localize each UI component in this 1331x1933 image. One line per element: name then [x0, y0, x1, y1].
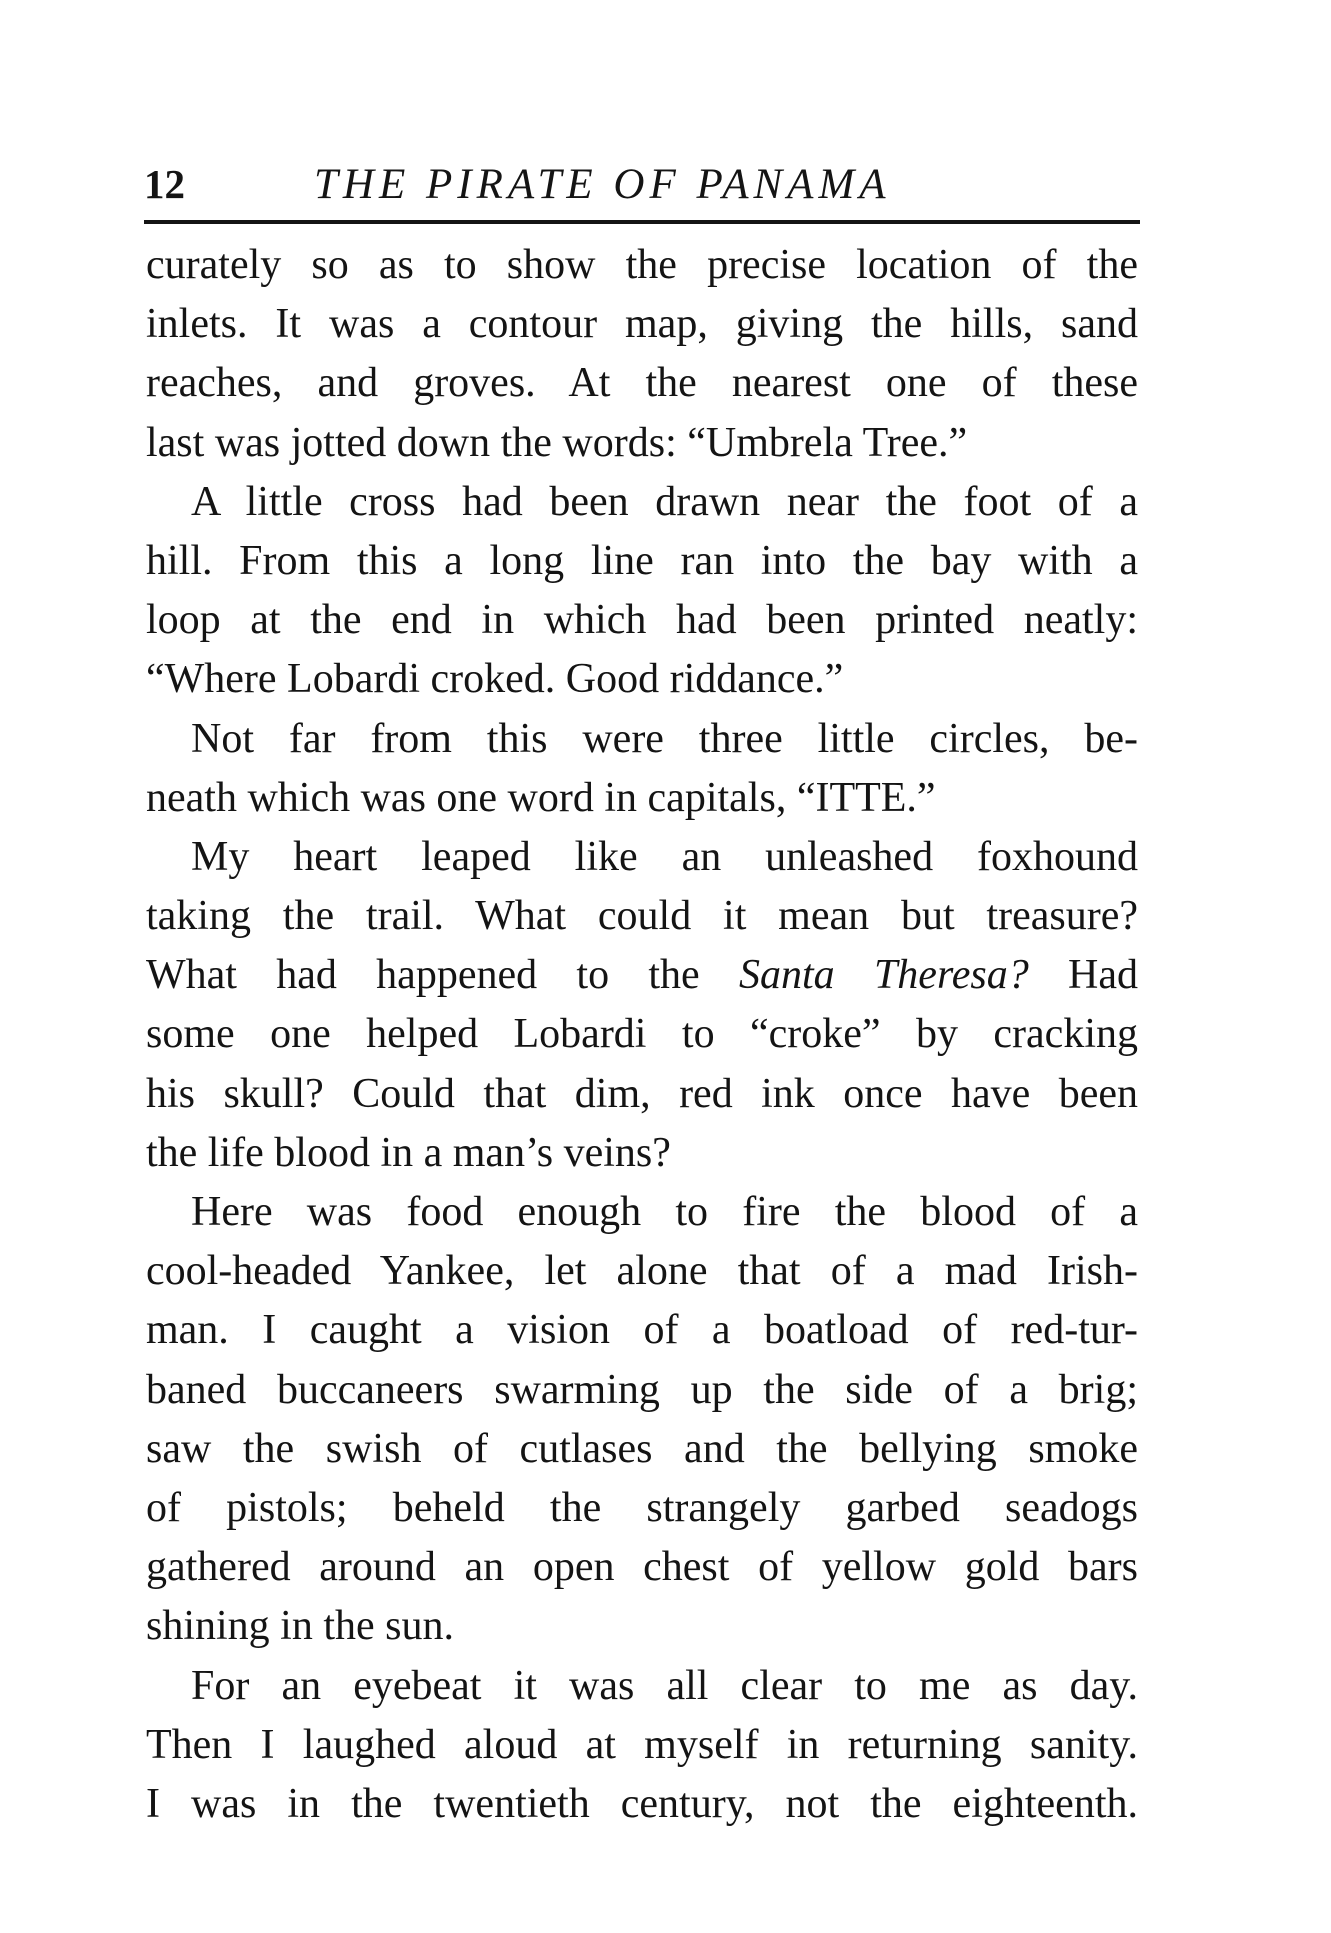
body-text	[146, 236, 1138, 1834]
text-line: Here was food enough to fire the blood of a	[191, 1189, 1138, 1235]
text-line: the life blood in a man’s veins?	[146, 1129, 671, 1176]
text-line: his skull? Could that dim, red ink once have been	[146, 1070, 1138, 1117]
text-line-with-italic	[146, 946, 1138, 1005]
paragraph	[146, 1183, 1138, 1657]
text-line: My heart leaped like an unleashed foxhound	[191, 833, 1138, 880]
text-line: baned buccaneers swarming up the side of a brig;	[146, 1366, 1138, 1413]
text-line: of pistols; beheld the strangely garbed seadogs	[146, 1484, 1138, 1531]
text-line: some one helped Lobardi to “croke” by cracking	[146, 1011, 1138, 1058]
page-number: 12	[144, 161, 185, 207]
text-line: For an eyebeat it was all clear to me as day.	[191, 1662, 1138, 1709]
header-rule	[144, 220, 1140, 224]
text-fragment: Had	[1068, 952, 1139, 999]
page-header	[144, 160, 1140, 216]
text-line: man. I caught a vision of a boatload of red-tur-	[146, 1307, 1138, 1354]
text-line: inlets. It was a contour map, giving the hills, sand	[146, 301, 1138, 348]
paragraph	[146, 473, 1138, 710]
text-line: taking the trail. What could it mean but treasure?	[146, 893, 1138, 940]
paragraph	[146, 828, 1138, 1183]
text-line: curately so as to show the precise location of the	[146, 242, 1138, 288]
text-line: gathered around an open chest of yellow gold bars	[146, 1544, 1138, 1591]
text-line: cool-headed Yankee, let alone that of a mad Irish-	[146, 1248, 1138, 1295]
text-line: I was in the twentieth century, not the eighteenth.	[146, 1780, 1138, 1827]
text-line: reaches, and groves. At the nearest one of these	[146, 360, 1138, 407]
text-line: loop at the end in which had been printed neatly:	[146, 597, 1138, 644]
text-line: saw the swish of cutlases and the bellying smoke	[146, 1425, 1138, 1472]
paragraph	[146, 1657, 1138, 1835]
text-line: A little cross had been drawn near the foot of a	[191, 478, 1138, 525]
text-line: Not far from this were three little circles, be-	[191, 715, 1138, 762]
text-line: neath which was one word in capitals, “ITTE.”	[146, 774, 936, 821]
paragraph	[146, 236, 1138, 473]
paragraph	[146, 710, 1138, 828]
text-fragment: What had happened to the	[146, 952, 700, 999]
text-line: “Where Lobardi croked. Good riddance.”	[146, 656, 844, 703]
text-line: last was jotted down the words: “Umbrela Tree.”	[146, 419, 968, 466]
text-line: hill. From this a long line ran into the bay with a	[146, 537, 1138, 584]
running-title: THE PIRATE OF PANAMA	[314, 161, 891, 208]
text-line: Then I laughed aloud at myself in returning sanity.	[146, 1721, 1138, 1768]
text-line: shining in the sun.	[146, 1603, 455, 1650]
ship-name: Santa Theresa?	[738, 952, 1029, 999]
